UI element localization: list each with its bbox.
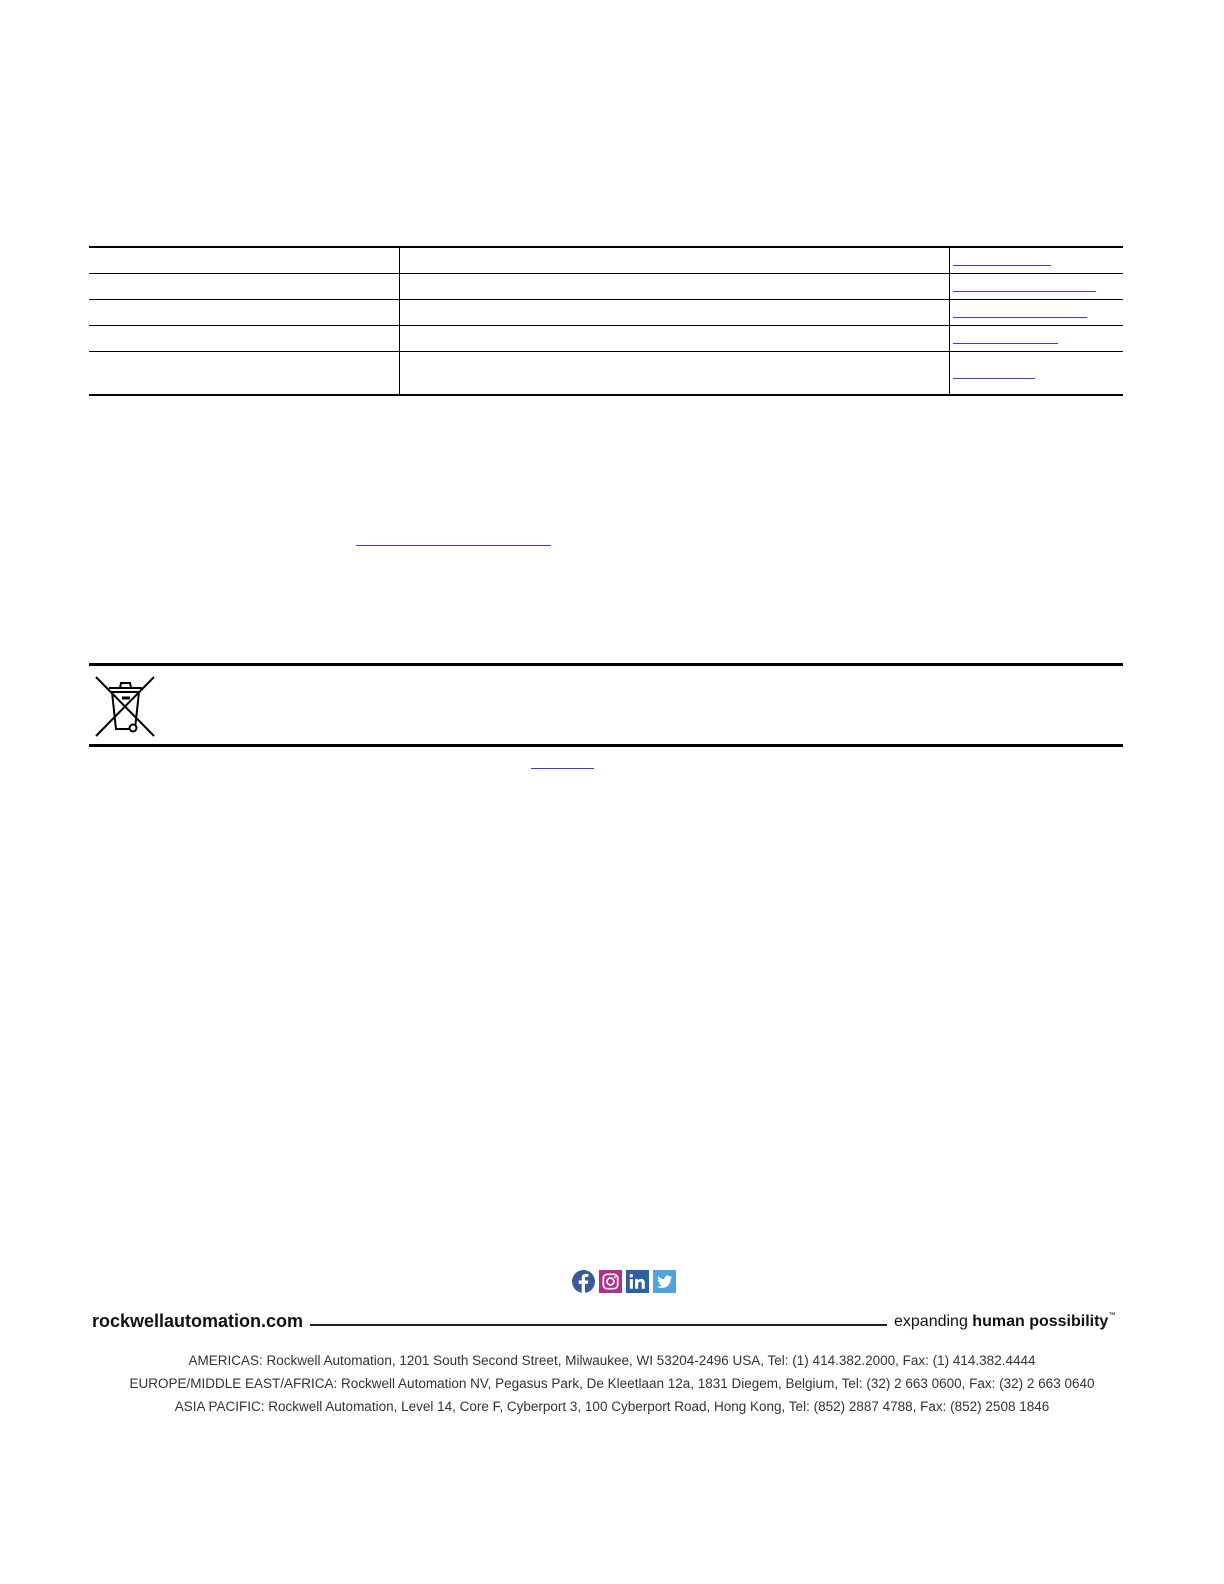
resource-cell [89,248,399,273]
resource-cell [89,352,399,394]
weee-hyperlink[interactable] [531,768,594,769]
resource-link[interactable] [953,291,1096,292]
table-row [89,351,1123,394]
body-hyperlink[interactable] [356,545,551,546]
weee-notice [89,663,1123,747]
description-cell [399,352,949,394]
social-icons [572,1270,676,1293]
link-cell[interactable] [949,326,1123,351]
resource-link[interactable] [953,265,1051,266]
link-cell[interactable] [949,352,1123,394]
instagram-icon[interactable] [599,1270,622,1293]
facebook-icon[interactable] [572,1270,595,1293]
resource-link[interactable] [953,317,1087,318]
description-cell [399,248,949,273]
tagline-regular: expanding [894,1313,968,1330]
resource-table [89,246,1123,396]
description-cell [399,300,949,325]
linkedin-icon[interactable] [626,1270,649,1293]
tagline-bold: human possibility [972,1313,1109,1330]
table-row [89,299,1123,325]
trademark-mark: ™ [1108,1312,1116,1319]
address-emea: EUROPE/MIDDLE EAST/AFRICA: Rockwell Automation NV, Pegasus Park, De Kleetlaan 12a, 1831 Diegem, Belgium, Tel: (32) 2 663 0600, Fax: (32) 2 663 0640 [129,1376,1095,1391]
link-cell[interactable] [949,300,1123,325]
footer-divider [310,1324,887,1326]
description-cell [399,274,949,299]
table-row [89,325,1123,351]
resource-cell [89,326,399,351]
footer-brand[interactable]: rockwellautomation.com [92,1311,304,1331]
crossed-out-bin-icon [95,675,155,739]
resource-link[interactable] [953,343,1058,344]
resource-cell [89,274,399,299]
address-americas: AMERICAS: Rockwell Automation, 1201 South Second Street, Milwaukee, WI 53204-2496 USA, Tel: (1) 414.382.2000, Fax: (1) 414.382.4444 [188,1353,1036,1368]
twitter-icon[interactable] [653,1270,676,1293]
address-asia-pacific: ASIA PACIFIC: Rockwell Automation, Level 14, Core F, Cyberport 3, 100 Cyberport Road, Hong Kong, Tel: (852) 2887 4788, Fax: (852) 2508 1846 [174,1399,1050,1414]
footer-tagline [894,1313,1115,1331]
table-row [89,273,1123,299]
description-cell [399,326,949,351]
table-row [89,248,1123,273]
link-cell[interactable] [949,274,1123,299]
resource-cell [89,300,399,325]
resource-link[interactable] [953,378,1035,379]
link-cell[interactable] [949,248,1123,273]
